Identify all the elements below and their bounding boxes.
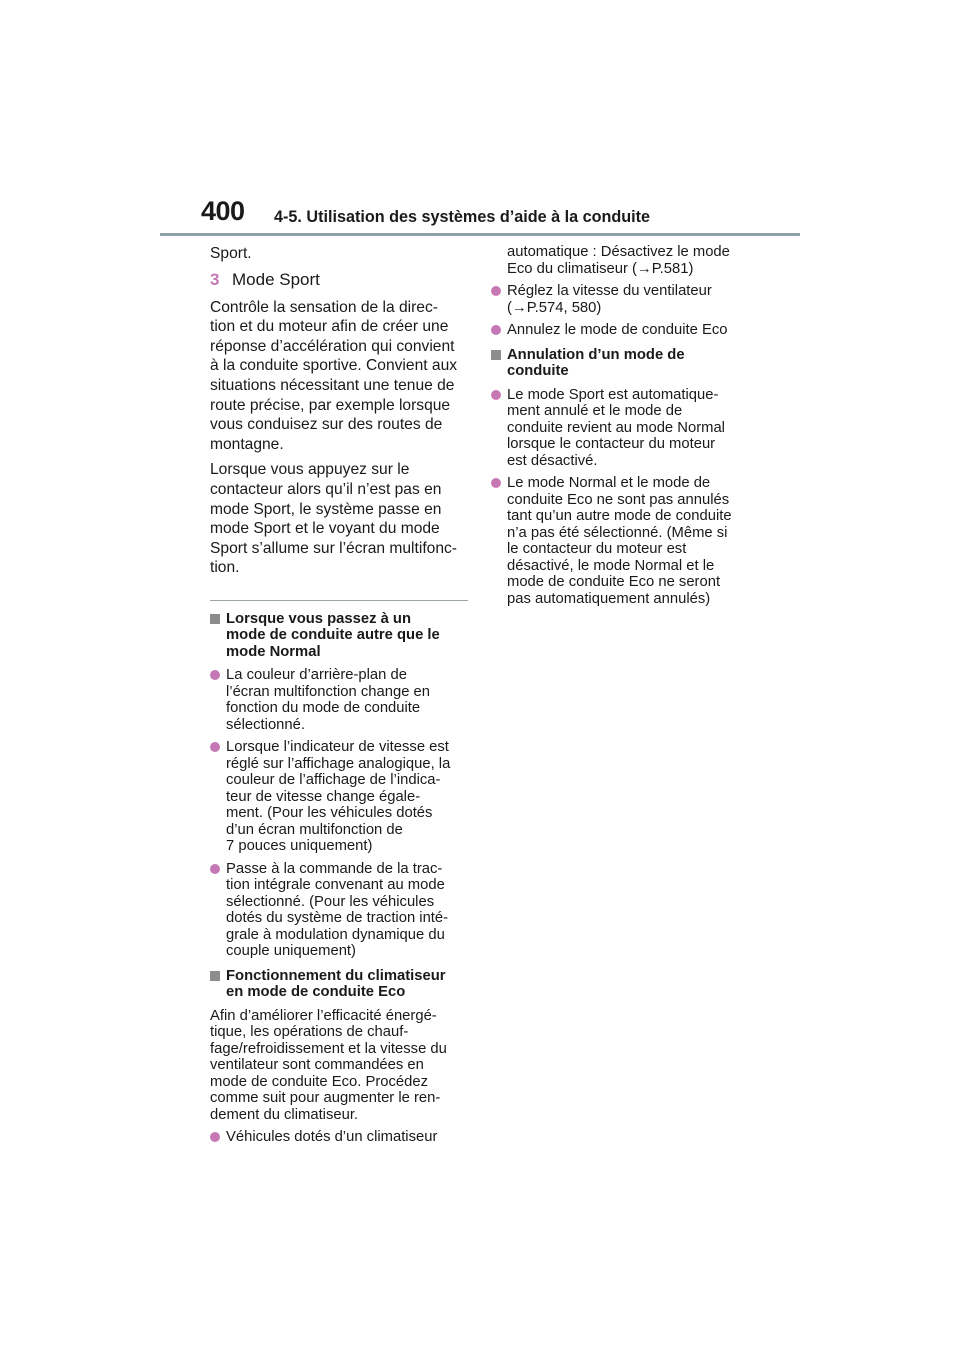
text-line: couple uniquement)	[226, 943, 356, 960]
circle-bullet-icon	[491, 286, 501, 296]
text-line: conduite revient au mode Normal	[507, 419, 725, 436]
text-line: Eco du climatiseur (→P.581)	[507, 260, 694, 277]
text-line: Afin d’améliorer l’efficacité énergé-	[210, 1007, 437, 1024]
heading-line: mode de conduite autre que le	[226, 627, 440, 644]
continuation-text	[491, 244, 751, 277]
text-line: comme suit pour augmenter le ren-	[210, 1090, 441, 1107]
text-line: couleur de l’affichage de l’indica-	[226, 772, 441, 789]
text-line: fage/refroidissement et la vitesse du	[210, 1040, 447, 1057]
right-column	[491, 244, 751, 613]
text-line: La couleur d’arrière-plan de	[226, 667, 407, 684]
text-line: sélectionné.	[226, 716, 305, 733]
list-item	[210, 739, 472, 855]
text-line: le contacteur du moteur est	[507, 541, 687, 557]
text-line: est désactivé.	[507, 452, 598, 469]
text-line: grale à modulation dynamique du	[226, 926, 445, 943]
text-line: teur de vitesse change égale-	[226, 788, 421, 805]
section-title: 4-5. Utilisation des systèmes d’aide à la conduite	[274, 208, 651, 226]
circle-bullet-icon	[491, 325, 501, 335]
circle-bullet-icon	[210, 1132, 220, 1142]
circle-bullet-icon	[210, 864, 220, 874]
text-line: désactivé, le mode Normal et le	[507, 557, 715, 574]
text-line: ment annulé et le mode de	[507, 403, 683, 419]
text-line: vous conduisez sur des routes de	[210, 416, 443, 434]
text-line: tion intégrale convenant au mode	[226, 877, 445, 894]
circle-bullet-icon	[210, 742, 220, 752]
heading-line: conduite	[507, 363, 569, 379]
text-line: situations nécessitant une tenue de	[210, 376, 455, 394]
text-line: Contrôle la sensation de la direc-	[210, 298, 438, 316]
square-bullet-icon	[210, 614, 220, 624]
intro-text: Sport.	[210, 245, 252, 262]
text-line: Sport s’allume sur l’écran multifonc-	[210, 539, 457, 557]
text-line: réponse d’accélération qui convient	[210, 337, 455, 355]
text-line: (→P.574, 580)	[507, 299, 602, 316]
text-line: Lorsque vous appuyez sur le	[210, 461, 410, 479]
text-line: montagne.	[210, 435, 284, 453]
text-line: à la conduite sportive. Convient aux	[210, 357, 458, 375]
subheading-climate-eco	[210, 968, 472, 1001]
text-line: Le mode Sport est automatique-	[507, 386, 719, 403]
list-item	[491, 387, 751, 470]
text-line: lorsque le contacteur du moteur	[507, 436, 716, 452]
circle-bullet-icon	[210, 670, 220, 680]
text-line: Passe à la commande de la trac-	[226, 860, 443, 877]
subheading-cancel-mode	[491, 347, 751, 380]
list-item	[210, 861, 472, 960]
text-line: route précise, par exemple lorsque	[210, 396, 451, 414]
list-item	[491, 322, 751, 339]
text-line: ment. (Pour les véhicules dotés	[226, 805, 433, 822]
text-line: conduite Eco ne sont pas annulés	[507, 491, 730, 508]
square-bullet-icon	[210, 971, 220, 981]
header-rule	[160, 233, 800, 236]
text-line: automatique : Désactivez le mode	[507, 244, 730, 260]
paragraph-switch-behavior	[210, 460, 472, 578]
text-line: Lorsque l’indicateur de vitesse est	[226, 739, 449, 756]
text-line: mode de conduite Eco ne seront	[507, 574, 721, 590]
heading-line: Fonctionnement du climatiseur	[226, 967, 446, 984]
text-line: dotés du système de traction inté-	[226, 910, 449, 927]
text-line: tion et du moteur afin de créer une	[210, 318, 449, 336]
text-line: réglé sur l’affichage analogique, la	[226, 755, 451, 772]
text-line: mode Sport, le système passe en	[210, 500, 442, 518]
square-bullet-icon	[491, 350, 501, 360]
text-line: Véhicules dotés d’un climatiseur	[226, 1129, 438, 1146]
text-line: contacteur alors qu’il n’est pas en	[210, 480, 442, 498]
text-line: 7 pouces uniquement)	[226, 838, 373, 855]
list-item	[210, 667, 472, 733]
heading-line: Annulation d’un mode de	[507, 346, 685, 363]
text-line: pas automatiquement annulés)	[507, 590, 711, 607]
text-line: l’écran multifonction change en	[226, 683, 430, 700]
left-column	[210, 244, 472, 1152]
heading-line: en mode de conduite Eco	[226, 984, 406, 1001]
subheading-other-mode	[210, 611, 472, 661]
page-number: 400	[201, 196, 245, 226]
text-line: fonction du mode de conduite	[226, 700, 421, 717]
text-line: Réglez la vitesse du ventilateur	[507, 283, 712, 299]
paragraph-climate-eco	[210, 1008, 472, 1124]
text-line: mode Sport et le voyant du mode	[210, 520, 440, 538]
list-item	[491, 283, 751, 316]
list-item	[210, 1129, 472, 1146]
text-line: d’un écran multifonction de	[226, 821, 403, 838]
step-number: 3	[210, 269, 220, 289]
text-line: tion.	[210, 559, 240, 577]
text-line: tique, les opérations de chauf-	[210, 1024, 409, 1041]
text-line: sélectionné. (Pour les véhicules	[226, 893, 435, 910]
list-item	[491, 475, 751, 607]
text-line: mode de conduite Eco. Procédez	[210, 1073, 428, 1090]
paragraph-sport-description	[210, 298, 472, 455]
section-divider	[210, 600, 468, 601]
text-line: n’a pas été sélectionné. (Même si	[507, 524, 728, 541]
step-label: Mode Sport	[232, 269, 320, 289]
step-heading	[210, 270, 472, 290]
text-line: Le mode Normal et le mode de	[507, 475, 711, 491]
text-line: ventilateur sont commandées en	[210, 1057, 424, 1074]
text-line: tant qu’un autre mode de conduite	[507, 508, 732, 524]
circle-bullet-icon	[491, 478, 501, 488]
circle-bullet-icon	[491, 390, 501, 400]
heading-line: mode Normal	[226, 643, 321, 660]
text-line: Annulez le mode de conduite Eco	[507, 322, 728, 338]
text-line: dement du climatiseur.	[210, 1106, 359, 1123]
heading-line: Lorsque vous passez à un	[226, 610, 412, 627]
